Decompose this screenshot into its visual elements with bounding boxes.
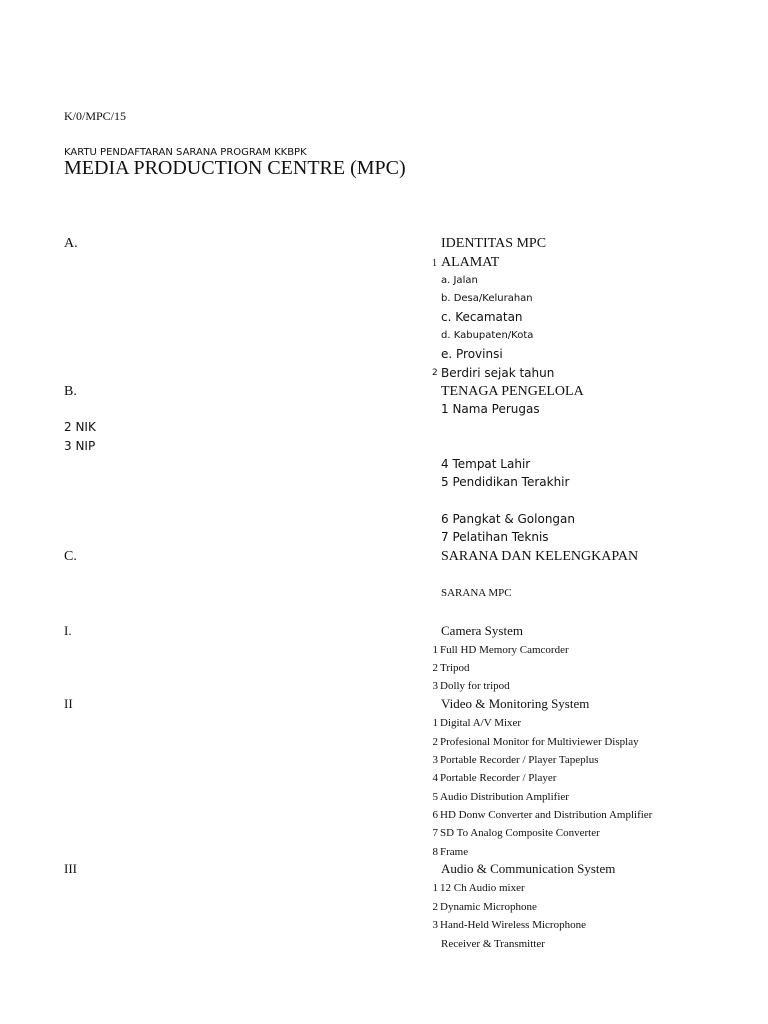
group-3-roman: III (64, 861, 77, 876)
section-a-item1-label: ALAMAT (441, 255, 500, 270)
list-item: 12 Ch Audio mixer (440, 882, 525, 894)
staff-birthplace: 4 Tempat Lahir (441, 457, 531, 471)
list-item-number: 1 (432, 882, 438, 894)
list-item: Profesional Monitor for Multiviewer Display (440, 736, 639, 748)
staff-training: 7 Pelatihan Teknis (441, 530, 549, 544)
list-item-number: 4 (432, 772, 438, 784)
group-3-title: Audio & Communication System (441, 861, 616, 876)
list-item-number: 6 (432, 809, 438, 821)
group-2-title: Video & Monitoring System (441, 696, 590, 711)
list-item-number: 3 (432, 754, 438, 766)
section-a-item2-number: 2 (432, 368, 438, 378)
staff-rank: 6 Pangkat & Golongan (441, 512, 576, 526)
list-item: SD To Analog Composite Converter (440, 827, 600, 839)
staff-education: 5 Pendidikan Terakhir (441, 475, 570, 489)
list-item: Dynamic Microphone (440, 901, 537, 913)
section-c-title: SARANA DAN KELENGKAPAN (441, 549, 639, 564)
established-year-label: Berdiri sejak tahun (441, 366, 555, 380)
address-village: b. Desa/Kelurahan (441, 293, 533, 304)
list-item-number: 2 (432, 901, 438, 913)
address-street: a. Jalan (441, 275, 478, 286)
section-a-letter: A. (64, 236, 78, 251)
address-regency: d. Kabupaten/Kota (441, 330, 534, 341)
list-item-number: 3 (432, 919, 438, 931)
list-item-continuation: Receiver & Transmitter (441, 938, 545, 950)
list-item: Frame (440, 846, 469, 858)
list-item: Portable Recorder / Player Tapeplus (440, 754, 599, 766)
list-item-number: 3 (432, 680, 438, 692)
group-1-title: Camera System (441, 623, 523, 638)
document-code: K/0/MPC/15 (64, 109, 127, 123)
section-b-letter: B. (64, 384, 77, 399)
list-item-number: 1 (432, 717, 438, 729)
section-c-letter: C. (64, 549, 77, 564)
list-item: Hand-Held Wireless Microphone (440, 919, 586, 931)
section-a-item1-number: 1 (432, 258, 437, 269)
group-2-roman: II (64, 696, 73, 711)
staff-nip: 3 NIP (64, 439, 96, 453)
list-item-number: 5 (432, 791, 438, 803)
card-title: KARTU PENDAFTARAN SARANA PROGRAM KKBPK (64, 147, 307, 158)
list-item: HD Donw Converter and Distribution Amplifier (440, 809, 653, 821)
list-item-number: 1 (432, 644, 438, 656)
main-title: MEDIA PRODUCTION CENTRE (MPC) (64, 157, 406, 179)
list-item-number: 7 (432, 827, 438, 839)
section-b-title: TENAGA PENGELOLA (441, 384, 584, 399)
list-item-number: 2 (432, 736, 438, 748)
section-a-title: IDENTITAS MPC (441, 236, 547, 251)
list-item: Dolly for tripod (440, 680, 510, 692)
list-item: Full HD Memory Camcorder (440, 644, 569, 656)
list-item-number: 2 (432, 662, 438, 674)
address-district: c. Kecamatan (441, 310, 523, 324)
list-item: Portable Recorder / Player (440, 772, 557, 784)
list-item: Digital A/V Mixer (440, 717, 522, 729)
group-1-roman: I. (64, 623, 72, 638)
section-c-subtitle: SARANA MPC (441, 587, 512, 599)
staff-nik: 2 NIK (64, 420, 96, 434)
list-item: Audio Distribution Amplifier (440, 791, 569, 803)
list-item: Tripod (440, 662, 470, 674)
staff-name: 1 Nama Perugas (441, 402, 540, 416)
list-item-number: 8 (432, 846, 438, 858)
address-province: e. Provinsi (441, 347, 503, 361)
